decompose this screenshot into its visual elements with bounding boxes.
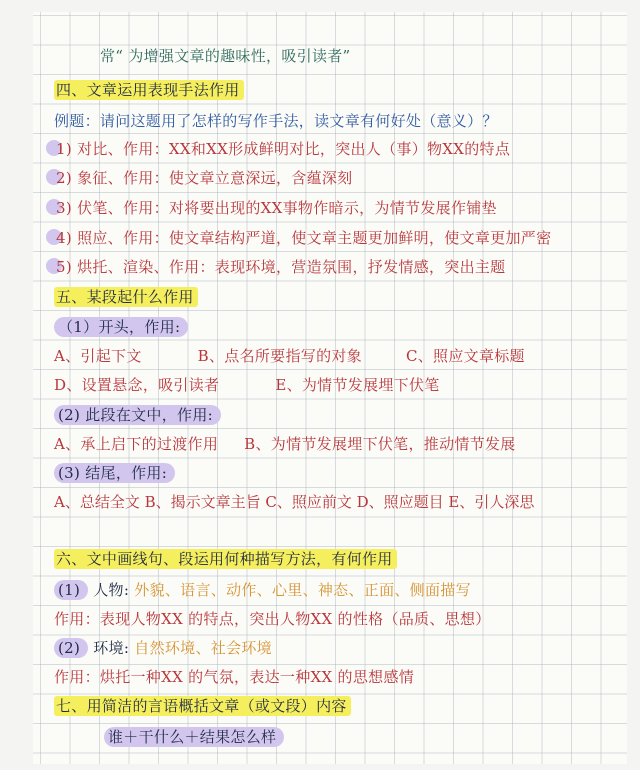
section4-heading-text: 四、文章运用表现手法作用: [54, 80, 244, 100]
section5-sub2-label: (2) 此段在文中，作用:: [54, 405, 221, 425]
section7-heading-text: 七、用简洁的言语概括文章（或文段）内容: [54, 696, 351, 716]
section5-sub3-label: (3) 结尾，作用:: [54, 463, 175, 483]
section4-item-4: 4) 照应、作用：使文章结构严道，使文章主题更加鲜明，使文章更加严密: [54, 228, 551, 248]
section5-sub3-row: A、总结全文 B、揭示文章主旨 C、照应前文 D、照应题目 E、引人深思: [54, 493, 535, 511]
section4-item-2: 2) 象征、作用：使文章立意深远，含蕴深刻: [54, 168, 352, 188]
section5-sub1-label: （1）开头，作用:: [54, 317, 188, 337]
section5-sub1-row2: D、设置悬念，吸引读者 E、为情节发展埋下伏笔: [54, 376, 440, 394]
section4-heading: [54, 80, 244, 100]
section5-heading-text: 五、某段起什么作用: [54, 287, 198, 307]
section6-heading-text: 六、文中画线句、段运用何种描写方法，有何作用: [54, 549, 397, 569]
section6-sub1: (1) 人物: 外貌、语言、动作、心里、神态、正面、侧面描写: [54, 580, 471, 600]
section5-sub2-row: A、承上启下的过渡作用 B、为情节发展埋下伏笔，推动情节发展: [54, 435, 516, 453]
intro-line: 常“ 为增强文章的趣味性，吸引读者”: [100, 47, 351, 65]
section4-example: 例题：请问这题用了怎样的写作手法，读文章有何好处（意义）？: [54, 112, 498, 130]
section6-heading: [54, 549, 397, 569]
section4-item-5: 5) 烘托、渲染、作用：表现环境，营造氛围，抒发情感，突出主题: [54, 257, 505, 277]
section6-sub2-values: 自然环境、社会环境: [134, 639, 272, 657]
section7-heading: [54, 696, 351, 716]
section6-sub1-values: 外貌、语言、动作、心里、神态、正面、侧面描写: [134, 581, 471, 599]
section4-item-1: 1) 对比、作用：XX和XX形成鲜明对比，突出人（事）物XX的特点: [54, 139, 510, 159]
section4-item-3: 3) 伏笔、作用：对将要出现的XX事物作暗示，为情节发展作铺垫: [54, 198, 497, 218]
section5-heading: [54, 287, 198, 307]
section5-sub1-row1: A、引起下文 B、点名所要指写的对象 C、照应文章标题: [54, 347, 525, 365]
section6-sub1-effect: 作用：表现人物XX 的特点，突出人物XX 的性格（品质、思想）: [54, 610, 491, 628]
section6-sub2: (2) 环境: 自然环境、社会环境: [54, 638, 272, 658]
section7-formula: 谁＋干什么＋结果怎么样: [104, 727, 284, 747]
section6-sub2-effect: 作用：烘托一种XX 的气氛，表达一种XX 的思想感情: [54, 668, 415, 686]
